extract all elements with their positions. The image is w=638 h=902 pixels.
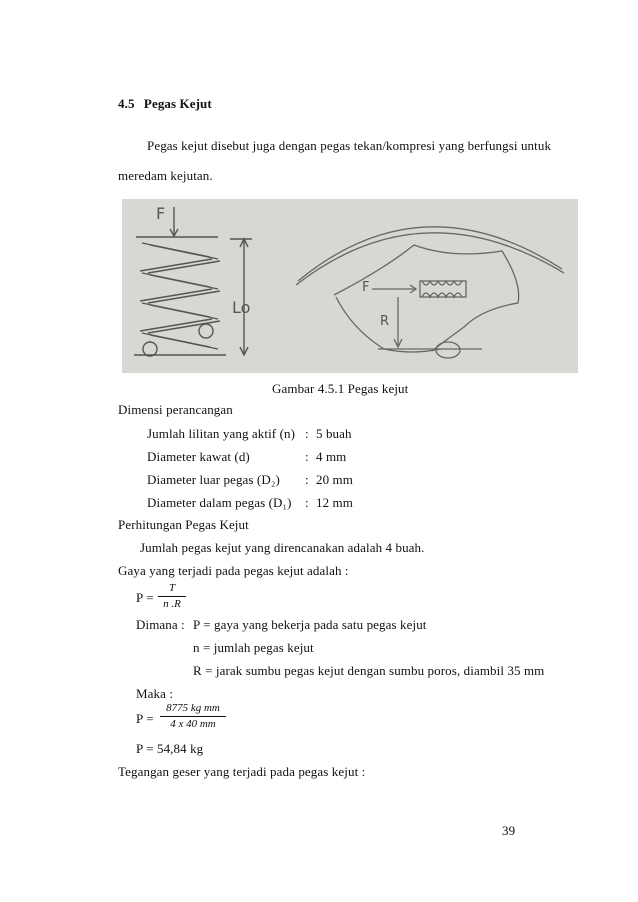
where-sep: : — [181, 617, 185, 632]
dim-sep-turns: : — [305, 426, 309, 441]
where-label: Dimana — [136, 617, 178, 632]
calc-count-line: Jumlah pegas kejut yang direncanakan adalah 4 buah. — [140, 540, 425, 555]
dim-sep-inner: : — [305, 495, 309, 510]
sub-numerator: 8775 kg mm — [166, 702, 220, 714]
calc-heading: Perhitungan Pegas Kejut — [118, 517, 249, 532]
spring-sketch-figure — [122, 199, 578, 373]
shear-line: Tegangan geser yang terjadi pada pegas kejut : — [118, 764, 366, 779]
dim-value-inner: 12 mm — [316, 495, 353, 510]
label-radius: R — [380, 314, 390, 329]
dim-value-outer: 20 mm — [316, 472, 353, 487]
dim-label-outer: Diameter luar pegas (D₂) — [147, 472, 280, 487]
label-force-left: F — [156, 204, 166, 223]
dim-sep-wire: : — [305, 449, 309, 464]
intro-line-2: meredam kejutan. — [118, 168, 213, 183]
maka-label: Maka : — [136, 686, 174, 701]
section-number: 4.5 — [118, 96, 135, 111]
label-force-right: F — [362, 280, 370, 295]
sub-denominator: 4 x 40 mm — [170, 718, 216, 730]
formula-numerator: T — [168, 582, 176, 594]
dim-value-turns: 5 buah — [316, 426, 352, 441]
section-heading — [118, 96, 212, 112]
dim-label-turns: Jumlah lilitan yang aktif (n) — [147, 426, 296, 441]
dim-sep-outer: : — [305, 472, 309, 487]
sub-lhs: P = — [136, 711, 154, 726]
where-item-n: n = jumlah pegas kejut — [193, 640, 314, 655]
spring-sketch — [122, 199, 578, 373]
formula-lhs: P = — [136, 590, 154, 605]
where-item-p: P = gaya yang bekerja pada satu pegas kejut — [193, 617, 427, 632]
label-length: Lo — [232, 298, 251, 317]
formula-fraction-line — [158, 596, 186, 597]
calc-force-line: Gaya yang terjadi pada pegas kejut adalah : — [118, 563, 349, 578]
section-title: Pegas Kejut — [143, 96, 212, 111]
dim-value-wire: 4 mm — [316, 449, 347, 464]
result-line: P = 54,84 kg — [136, 741, 204, 756]
intro-line-1: Pegas kejut disebut juga dengan pegas tekan/kompresi yang berfungsi untuk — [147, 138, 552, 153]
where-item-r: R = jarak sumbu pegas kejut dengan sumbu poros, diambil 35 mm — [193, 663, 545, 678]
dim-label-inner: Diameter dalam pegas (D₁) — [147, 495, 292, 510]
figure-caption: Gambar 4.5.1 Pegas kejut — [272, 381, 409, 396]
page-number: 39 — [502, 823, 516, 838]
dim-label-wire: Diameter kawat (d) — [147, 449, 250, 464]
formula-denominator: n .R — [163, 598, 181, 610]
dimensions-heading: Dimensi perancangan — [118, 402, 233, 417]
sub-fraction-line — [160, 716, 226, 717]
